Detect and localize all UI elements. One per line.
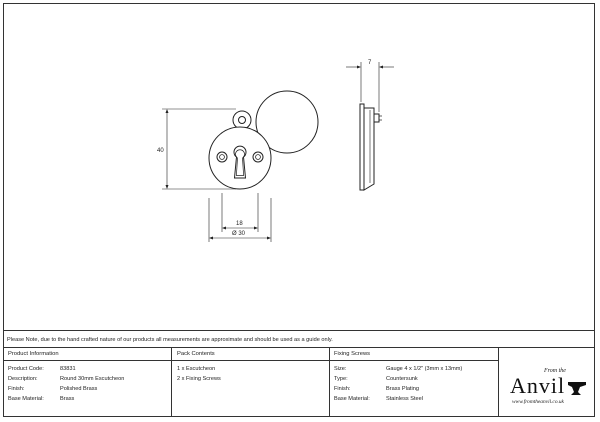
depth-dimension (346, 62, 394, 112)
hole-spacing-label: 18 (236, 221, 243, 227)
fixing-screws-value: Countersunk (386, 376, 418, 382)
logo-url: www.fromtheanvil.co.uk (512, 399, 564, 405)
pivot-lug (233, 111, 251, 129)
col-divider-1 (171, 347, 172, 417)
measurement-note: Please Note, due to the hand crafted nature of our products all measurements are approximate and should be used as a guide only. (7, 337, 333, 343)
depth-label: 7 (368, 60, 372, 66)
front-view (209, 91, 318, 189)
product-info-label: Finish: (8, 386, 25, 392)
side-view (360, 104, 382, 190)
note-divider-top (3, 330, 595, 331)
escutcheon-rose (209, 127, 271, 189)
product-info-label: Product Code: (8, 366, 44, 372)
pivot-screw (239, 117, 246, 124)
product-info-label: Base Material: (8, 396, 44, 402)
pack-contents-item: 1 x Escutcheon (177, 366, 216, 372)
diameter-label: Ø 30 (232, 231, 246, 237)
product-info-header: Product Information (8, 351, 59, 357)
pack-contents-header: Pack Contents (177, 351, 215, 357)
fixing-screws-value: Stainless Steel (386, 396, 424, 402)
table-top-line (3, 347, 595, 348)
anvil-logo (506, 362, 590, 408)
height-label: 40 (157, 148, 164, 154)
fixing-screws-value: Brass Plating (386, 386, 419, 392)
table-header-line (3, 360, 499, 361)
fixing-screws-value: Gauge 4 x 1/2" (3mm x 13mm) (386, 366, 463, 372)
product-info-value: Polished Brass (60, 386, 98, 392)
anvil-icon (568, 382, 586, 395)
fixing-screws-label: Base Material: (334, 396, 370, 402)
col-divider-2 (329, 347, 330, 417)
fixing-screws-label: Size: (334, 366, 347, 372)
product-info-value: Round 30mm Escutcheon (60, 376, 125, 382)
pack-contents-item: 2 x Fixing Screws (177, 376, 221, 382)
product-info-label: Description: (8, 376, 38, 382)
fixing-screws-header: Fixing Screws (334, 351, 371, 357)
logo-from-the: From the (544, 368, 566, 374)
fixing-screws-label: Finish: (334, 386, 351, 392)
product-info-value: Brass (60, 396, 75, 402)
fixing-screws-label: Type: (334, 376, 348, 382)
col-divider-3 (498, 347, 499, 417)
logo-brand: Anvil (510, 373, 566, 398)
product-info-value: 83831 (60, 366, 76, 372)
